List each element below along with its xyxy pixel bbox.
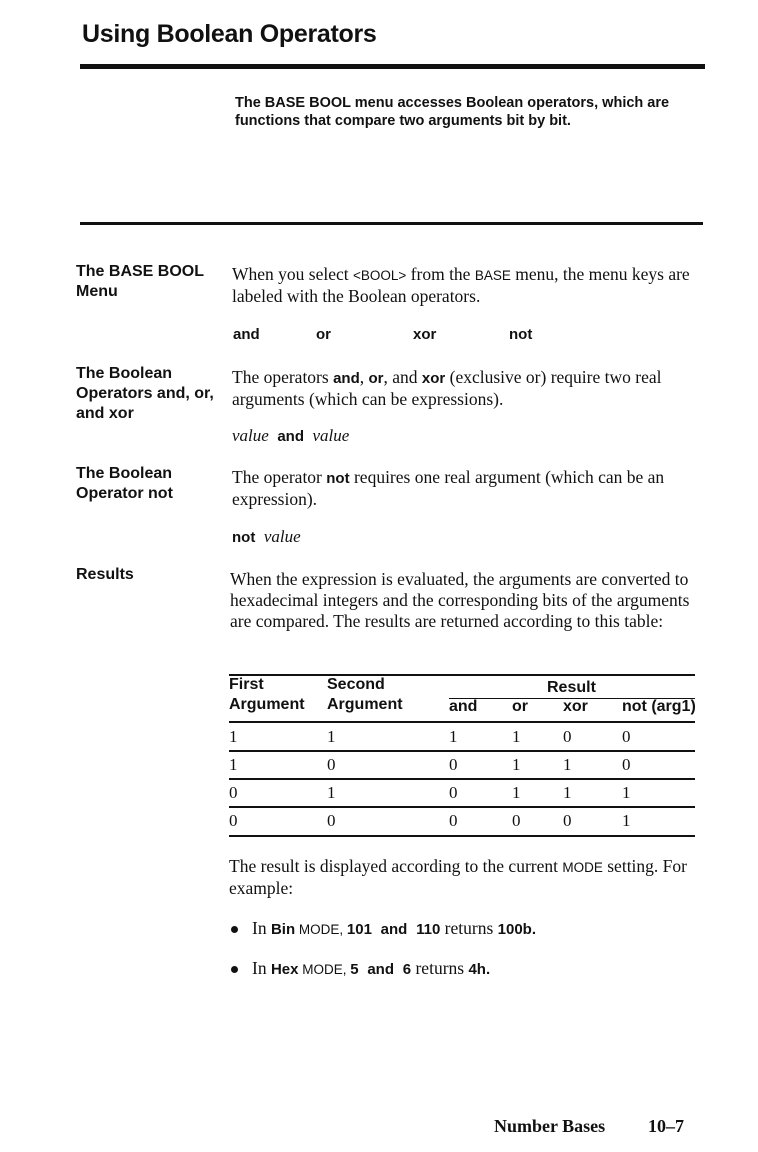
- text-span: When you select: [232, 264, 353, 284]
- text-span: returns: [440, 918, 498, 938]
- footer-section-name: Number Bases: [494, 1116, 606, 1136]
- example-hex: [252, 958, 490, 979]
- text-span: from the: [406, 264, 475, 284]
- operand: 110: [416, 921, 441, 938]
- table-rule: [229, 750, 695, 752]
- menu-key-and: and: [233, 326, 260, 343]
- text-span: In: [252, 918, 271, 938]
- header-second: Second: [327, 676, 385, 693]
- cell: 0: [622, 755, 631, 774]
- cell: 1: [229, 755, 238, 774]
- text-span: In: [252, 958, 271, 978]
- cell: 1: [622, 783, 631, 802]
- menu-key-not: not: [509, 326, 533, 343]
- text-span: ,: [359, 367, 369, 387]
- base-key: BASE: [474, 268, 511, 283]
- cell: 0: [622, 727, 631, 746]
- cell: 0: [563, 811, 572, 830]
- table-rule: [229, 778, 695, 780]
- op-not: not: [326, 470, 350, 487]
- binary-syntax: [232, 426, 349, 446]
- header-and: and: [449, 698, 478, 715]
- text-span: menu, the menu keys are labeled with the Boolean operators.: [232, 264, 690, 306]
- cell: 1: [449, 727, 458, 746]
- truth-table: [229, 674, 697, 838]
- text-span: returns: [411, 958, 469, 978]
- mode-key: MODE: [562, 860, 603, 875]
- syntax-arg: value: [312, 426, 350, 445]
- result: 4h.: [468, 961, 491, 978]
- cell: 1: [622, 811, 631, 830]
- bool-key: <BOOL>: [353, 268, 407, 283]
- table-rule: [229, 806, 695, 808]
- unary-description: [232, 467, 702, 510]
- cell: 0: [449, 783, 458, 802]
- unary-syntax: [232, 527, 301, 547]
- bullet-icon: [231, 966, 238, 973]
- text-span: setting. For example:: [229, 856, 687, 898]
- syntax-arg: value: [232, 426, 269, 445]
- result: 100b.: [497, 921, 537, 938]
- header-or: or: [512, 698, 528, 715]
- header-xor: xor: [563, 698, 588, 715]
- menu-description: [232, 264, 702, 307]
- example-bin: [252, 918, 536, 939]
- title-rule: [80, 64, 705, 69]
- header-first-argument: Argument: [229, 696, 305, 713]
- cell: 1: [512, 783, 521, 802]
- mode-word: MODE,: [295, 922, 347, 937]
- menu-key-xor: xor: [413, 326, 437, 343]
- results-description: When the expression is evaluated, the arguments are converted to hexadecimal integers and the corresponding bits of the arguments are compared. The results are returned according to this table:: [230, 569, 690, 631]
- bullet-icon: [231, 926, 238, 933]
- cell: 0: [229, 811, 238, 830]
- cell: 1: [229, 727, 238, 746]
- text-span: The operator: [232, 467, 327, 487]
- syntax-op: not: [232, 529, 256, 546]
- cell: 0: [449, 811, 458, 830]
- heading-binary-operators: The Boolean Operators and, or, and xor: [76, 365, 214, 422]
- heading-results: Results: [76, 566, 134, 583]
- text-span: The operators: [232, 367, 334, 387]
- cell: 0: [449, 755, 458, 774]
- op-or: or: [368, 370, 384, 387]
- cell: 1: [512, 727, 521, 746]
- cell: 0: [327, 755, 336, 774]
- cell: 0: [229, 783, 238, 802]
- mode-name: Bin: [270, 921, 296, 938]
- text-span: , and: [383, 367, 422, 387]
- syntax-op: and: [277, 428, 304, 445]
- mode-word: MODE,: [298, 962, 351, 977]
- mode-description: [229, 856, 699, 899]
- menu-key-or: or: [316, 326, 331, 343]
- text-span: The result is displayed according to the current: [229, 856, 563, 876]
- cell: 0: [512, 811, 521, 830]
- text-span: (exclusive or) require two real arguments (which can be expressions).: [232, 367, 662, 409]
- page-title: Using Boolean Operators: [82, 20, 377, 48]
- header-not-arg1: not (arg1): [622, 698, 696, 715]
- table-rule-top: [229, 674, 695, 676]
- header-second-argument: Argument: [327, 696, 403, 713]
- header-first: First: [229, 676, 264, 693]
- header-result: Result: [547, 679, 596, 696]
- heading-unary-operator: The Boolean Operator not: [76, 465, 173, 502]
- heading-base-bool-menu: The BASE BOOL Menu: [76, 263, 204, 300]
- syntax-arg: value: [263, 527, 301, 546]
- table-rule-header: [229, 721, 695, 723]
- op-xor: xor: [421, 370, 446, 387]
- mode-name: Hex: [270, 961, 299, 978]
- section-rule: [80, 222, 703, 225]
- cell: 1: [327, 727, 336, 746]
- operand: 5: [350, 961, 359, 978]
- operator: and: [367, 961, 395, 978]
- cell: 1: [563, 755, 572, 774]
- cell: 1: [327, 783, 336, 802]
- operand: 6: [402, 961, 412, 978]
- text-span: requires one real argument (which can be an expression).: [232, 467, 665, 509]
- cell: 0: [327, 811, 336, 830]
- operator: and: [380, 921, 408, 938]
- table-rule-bottom: [229, 835, 695, 837]
- op-and: and: [333, 370, 360, 387]
- cell: 1: [512, 755, 521, 774]
- binary-description: [232, 367, 702, 410]
- cell: 1: [563, 783, 572, 802]
- intro-text: The BASE BOOL menu accesses Boolean operators, which are functions that compare two arguments bit by bit.: [235, 95, 670, 129]
- footer-page-number: 10–7: [648, 1116, 684, 1136]
- operand: 101: [346, 921, 372, 938]
- cell: 0: [563, 727, 572, 746]
